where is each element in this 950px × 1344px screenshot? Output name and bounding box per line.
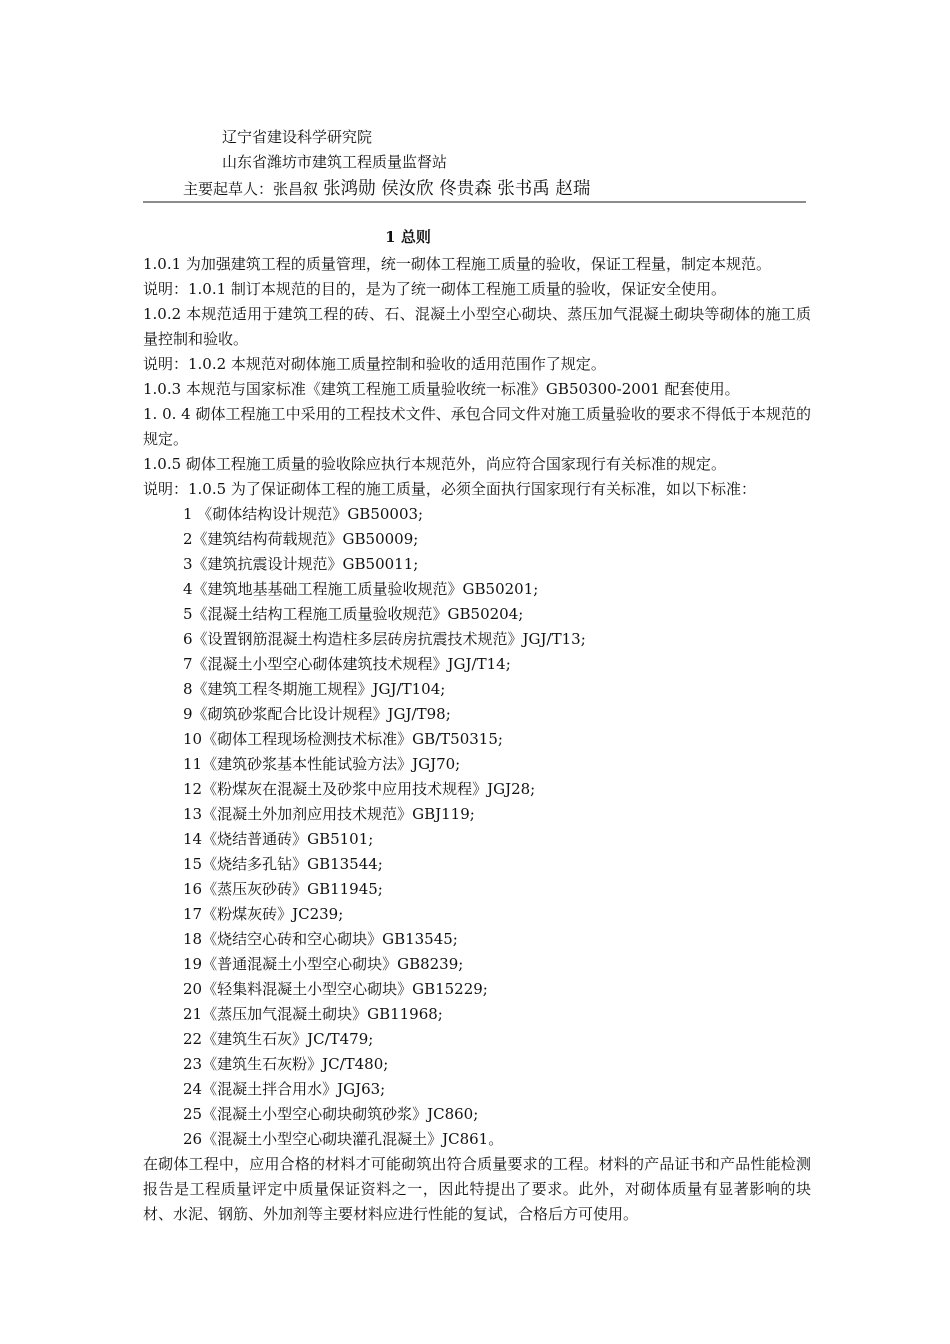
list-item: 26《混凝土小型空心砌块灌孔混凝土》JC861。 bbox=[183, 1130, 504, 1148]
list-item: 9《砌筑砂浆配合比设计规程》JGJ/T98; bbox=[183, 705, 451, 723]
list-item: 2《建筑结构荷载规范》GB50009; bbox=[183, 530, 419, 548]
list-item: 24《混凝土拌合用水》JGJ63; bbox=[183, 1080, 386, 1098]
list-item: 14《烧结普通砖》GB5101; bbox=[183, 830, 374, 848]
clause-note: 说明：1.0.2 本规范对砌体施工质量控制和验收的适用范围作了规定。 bbox=[143, 355, 606, 373]
clause-1-0-4: 1. 0. 4 砌体工程施工中采用的工程技术文件、承包合同文件对施工质量验收的要求不得低于本规范的规定。 bbox=[143, 405, 811, 448]
list-item: 15《烧结多孔钻》GB13544; bbox=[183, 855, 383, 873]
list-item: 3《建筑抗震设计规范》GB50011; bbox=[183, 555, 419, 573]
list-item: 20《轻集料混凝土小型空心砌块》GB15229; bbox=[183, 980, 488, 998]
clause-1-0-1: 1.0.1 为加强建筑工程的质量管理，统一砌体工程施工质量的验收，保证工程量，制定本规范。 bbox=[143, 255, 771, 273]
list-item: 8《建筑工程冬期施工规程》JGJ/T104; bbox=[183, 680, 446, 698]
closing-paragraph: 在砌体工程中，应用合格的材料才可能砌筑出符合质量要求的工程。材料的产品证书和产品性能检测报告是工程质量评定中质量保证资料之一，因此特提出了要求。此外，对砌体质量有显著影响的块材、水泥、钢筋、外加剂等主要材料应进行性能的复试，合格后方可使用。 bbox=[143, 1155, 811, 1223]
section-heading: 1 总则 bbox=[385, 228, 431, 246]
list-item: 22《建筑生石灰》JC/T479; bbox=[183, 1030, 374, 1048]
standards-list bbox=[143, 502, 811, 1152]
section-body bbox=[143, 252, 811, 1227]
drafters-label: 主要起草人：张昌叙 bbox=[183, 180, 319, 198]
institution-line: 山东省潍坊市建筑工程质量监督站 bbox=[222, 153, 448, 171]
list-item: 1 《砌体结构设计规范》GB50003; bbox=[183, 505, 424, 523]
list-item: 6《设置钢筋混凝土构造柱多层砖房抗震技术规范》JGJ/T13; bbox=[183, 630, 586, 648]
list-item: 7《混凝土小型空心砌体建筑技术规程》JGJ/T14; bbox=[183, 655, 511, 673]
list-item: 25《混凝土小型空心砌块砌筑砂浆》JC860; bbox=[183, 1105, 479, 1123]
list-item: 13《混凝土外加剂应用技术规范》GBJ119; bbox=[183, 805, 475, 823]
list-item: 5《混凝土结构工程施工质量验收规范》GB50204; bbox=[183, 605, 524, 623]
clause-note: 说明：1.0.5 为了保证砌体工程的施工质量，必须全面执行国家现行有关标准，如以下标准： bbox=[143, 480, 756, 498]
list-item: 4《建筑地基基础工程施工质量验收规范》GB50201; bbox=[183, 580, 539, 598]
header-divider bbox=[143, 201, 806, 203]
clause-1-0-2: 1.0.2 本规范适用于建筑工程的砖、石、混凝土小型空心砌块、蒸压加气混凝土砌块等砌体的施工质量控制和验收。 bbox=[143, 305, 811, 348]
drafters-names: 张鸿勋 侯汝欣 佟贵森 张书禹 赵瑞 bbox=[323, 179, 591, 199]
list-item: 12《粉煤灰在混凝土及砂浆中应用技术规程》JGJ28; bbox=[183, 780, 536, 798]
list-item: 23《建筑生石灰粉》JC/T480; bbox=[183, 1055, 389, 1073]
list-item: 10《砌体工程现场检测技术标准》GB/T50315; bbox=[183, 730, 503, 748]
list-item: 21《蒸压加气混凝土砌块》GB11968; bbox=[183, 1005, 443, 1023]
drafters-line bbox=[183, 177, 590, 201]
clause-1-0-3: 1.0.3 本规范与国家标准《建筑工程施工质量验收统一标准》GB50300-2001 配套使用。 bbox=[143, 380, 740, 398]
institution-line: 辽宁省建设科学研究院 bbox=[222, 128, 373, 146]
list-item: 16《蒸压灰砂砖》GB11945; bbox=[183, 880, 383, 898]
list-item: 17《粉煤灰砖》JC239; bbox=[183, 905, 344, 923]
list-item: 18《烧结空心砖和空心砌块》GB13545; bbox=[183, 930, 458, 948]
clause-1-0-5: 1.0.5 砌体工程施工质量的验收除应执行本规范外，尚应符合国家现行有关标准的规定。 bbox=[143, 455, 726, 473]
list-item: 11《建筑砂浆基本性能试验方法》JGJ70; bbox=[183, 755, 461, 773]
clause-note: 说明：1.0.1 制订本规范的目的，是为了统一砌体工程施工质量的验收，保证安全使用。 bbox=[143, 280, 726, 298]
list-item: 19《普通混凝土小型空心砌块》GB8239; bbox=[183, 955, 464, 973]
